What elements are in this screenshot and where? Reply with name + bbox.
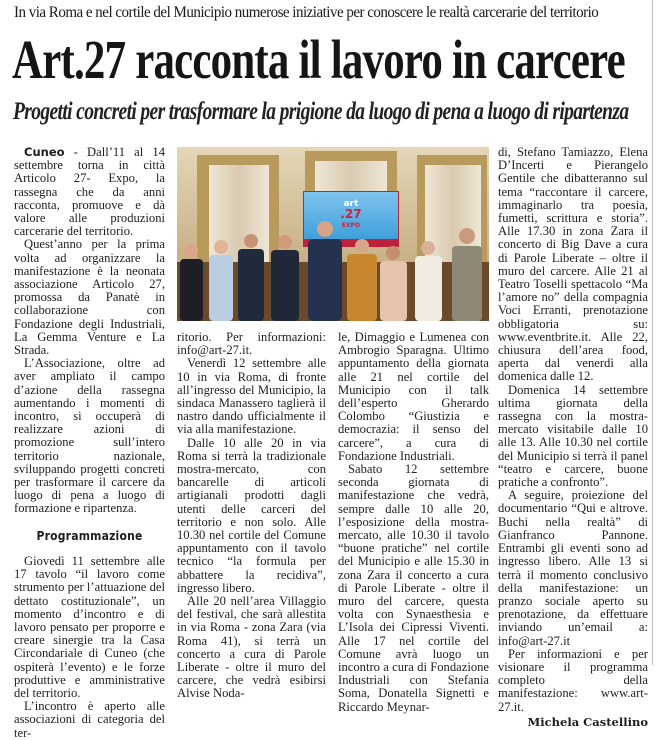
paragraph: A seguire, proiezione del documentario “Qui e altrove. Buchi nella realtà” di Gianfranco Pannone. Entrambi gli eventi sono ad ingresso libero. Alle 13 si terrà il momento conclusivo della manifestazione: un pranzo sociale aperto su prenotazione, da effettuare inviando un’email a: info@art-27.it	[498, 488, 648, 648]
article-column-1	[14, 146, 165, 740]
paragraph: Alle 20 nell’area Villaggio del festival, che sarà allestita in via Roma - zona Zara (via Roma 41), si terrà un concerto a cura di Parole Liberate - oltre il muro del carcere, che vedrà esibirsi Alvise Noda-	[177, 594, 326, 701]
paragraph-intro: - Dall’11 al 14 settembre torna in città Articolo 27- Expo, la rassegna che da anni racconta, promuove e dà valore alle produzioni carcerarie del territorio.	[14, 145, 165, 239]
article-column-2	[177, 331, 326, 701]
screen-logo-expo: EXPO	[341, 222, 361, 229]
paragraph: le, Dimaggio e Lumenea con Ambrogio Sparagna. Ultimo appuntamento della giornata alle 21 nel cortile del Municipio con il talk dell’esperto Gherardo Colombo “Giustizia e democrazia: il senso del carcere”, a cura di Fondazione Industriali.	[338, 330, 489, 463]
paragraph: Dalle 10 alle 20 in via Roma si terrà la tradizionale mostra-mercato, con bancarelle di articoli artigianali prodotti dagli utenti delle carceri del territorio e non solo. Alle 10.30 nel cortile del Comune appuntamento con il tavolo tecnico “la formula per abbattere la recidiva”, ingresso libero.	[177, 435, 326, 595]
article-headline: Art.27 racconta il lavoro in carcere	[12, 29, 625, 90]
paragraph: Domenica 14 settembre ultima giornata della rassegna con la mostra-mercato visitabile dalle 10 alle 13. Alle 10.30 nel cortile del Municipio si terrà il panel “teatro e carcere, buone pratiche a confronto”.	[498, 382, 648, 490]
paragraph: di, Stefano Tamiazzo, Elena D’Incerti e Pierangelo Gentile che dibatteranno sul tema “raccontare il carcere, immaginarlo tra poesia, fumetti, scrittura e storia”. Alle 17.30 in zona Zara il concerto di Big Dave a cura di Parole Liberate – oltre il muro del carcere. Alle 21 al Teatro Toselli spettacolo “Ma l’amore no” della compagnia Voci Erranti, prenotazione obbligatoria su: www.eventbrite.it. Alle 22, chiusura dell’area food, aperta dal venerdì alla domenica dalle 12.	[498, 145, 648, 384]
screen-logo-number: .27	[340, 207, 362, 221]
paragraph: Venerdì 12 settembre alle 10 in via Roma, di fronte all’ingresso del Municipio, la sindaca Manassero taglierà il nastro dando ufficialmente il via alla manifestazione.	[177, 356, 326, 437]
paragraph: Per informazioni e per visionare il programma completo della manifestazione: www.art-27.it.	[498, 646, 648, 714]
screen-logo-art: art	[343, 199, 359, 209]
article-kicker: In via Roma e nel cortile del Municipio numerose iniziative per conoscere le realtà carcerarie del territorio	[14, 4, 599, 21]
paragraph: Giovedì 11 settembre alle 17 tavolo “il lavoro come strumento per l’attuazione del dettato costituzionale”, un momento d’incontro e di lavoro pensato per proporre e creare sinergie tra la Casa Circondariale di Cuneo (che ospiterà l’evento) e le forze produttive e amministrative del territorio.	[14, 553, 165, 700]
group-photo-illustration	[177, 147, 489, 321]
paragraph: ritorio. Per informazioni: info@art-27.it.	[177, 330, 326, 358]
paragraph: L’incontro è aperto alle associazioni di categoria del ter-	[14, 699, 165, 740]
paragraph: Sabato 12 settembre seconda giornata di manifestazione che vedrà, sempre dalle 10 alle 20, l’esposizione della mostra-mercato, alle 10.30 il tavolo “buone pratiche” nel cortile del Municipio e alle 15.30 in zona Zara il concerto a cura di Parole Liberate - oltre il muro del carcere, questa volta con Synaesthesia e L’Isola dei Cipressi Viventi. Alle 17 nel cortile del Comune avrà luogo un incontro a cura di Fondazione Industriali con Stefania Soma, Donatella Signetti e Riccardo Meynar-	[338, 462, 489, 714]
article-subheadline: Progetti concreti per trasformare la prigione da luogo di pena a luogo di ripartenza	[13, 98, 629, 125]
article-photo	[177, 147, 489, 321]
dateline: Cuneo	[24, 145, 65, 159]
article-column-3	[338, 331, 489, 714]
paragraph: Quest’anno per la prima volta ad organizzare la manifestazione è la neonata associazione Articolo 27, promossa da Panatè in collaborazione con Fondazione degli Industriali, La Gemma Venture e La Strada.	[14, 237, 165, 358]
paragraph: L’Associazione, oltre ad aver ampliato il campo d’azione della rassegna aumentando i momenti di incontro, si occuperà di realizzare azioni di promozione sull’intero territorio nazionale, sviluppando progetti concreti per trasformare il carcere da luogo di pena a luogo di formazione e ripartenza.	[14, 356, 165, 516]
section-title: Programmazione	[36, 528, 143, 543]
byline: Michela Castellino	[527, 714, 648, 729]
article-column-4	[498, 146, 648, 729]
column-rule	[652, 0, 653, 665]
screen	[303, 191, 399, 247]
